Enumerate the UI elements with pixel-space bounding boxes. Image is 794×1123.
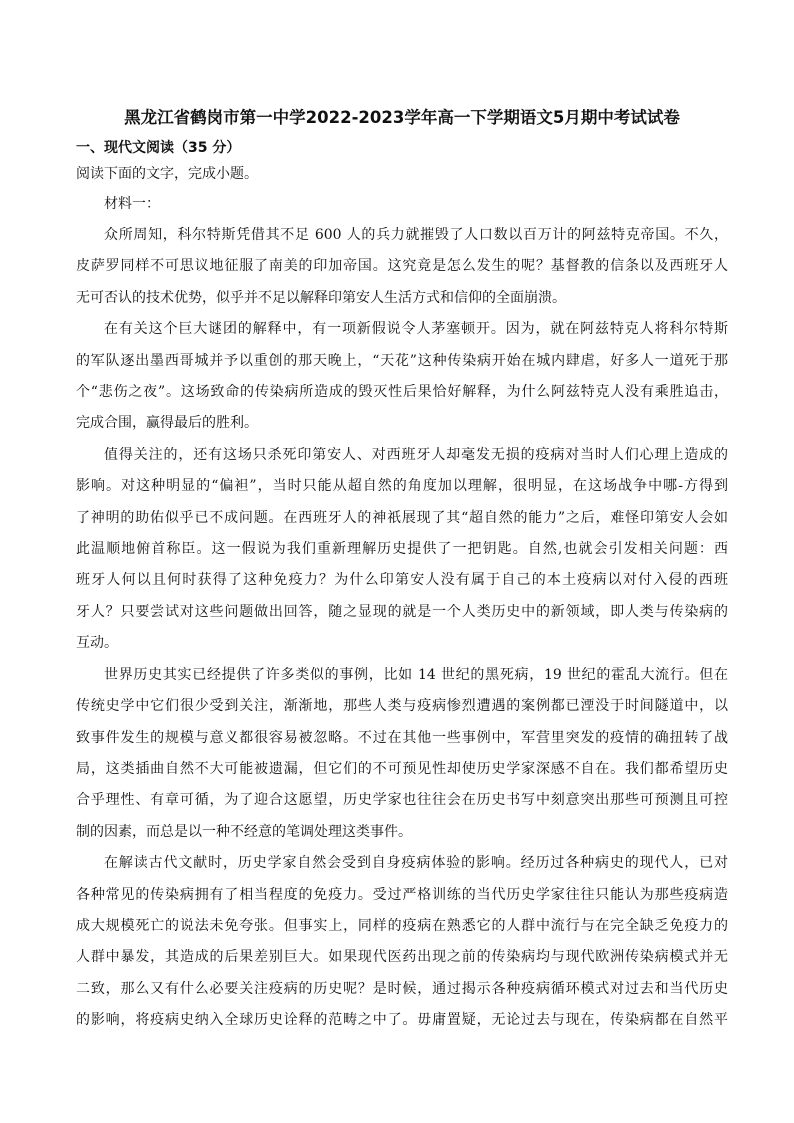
passage-line: 完成合围，赢得最后的胜利。 [76, 415, 258, 432]
passage-line: 制的因素，而总是以一种不经意的笔调处理这类事件。 [76, 823, 412, 840]
passage-line: 牙人？只要尝试对这些问题做出回答，随之显现的就是一个人类历史中的新领域，即人类与传染病的 [76, 603, 728, 620]
passage-line: 局，这类插曲自然不大可能被遗漏，但它们的不可预见性却使历史学家深感不自在。我们都希望历史 [76, 760, 728, 777]
passage-line: 互动。 [76, 635, 118, 652]
passage-line: 此温顺地俯首称臣。这一假说为我们重新理解历史提供了一把钥匙。自然,也就会引发相关问题：西 [76, 541, 728, 558]
passage-line: 合乎理性、有章可循，为了迎合这愿望，历史学家也往往会在历史书写中刻意突出那些可预测且可控 [76, 792, 728, 809]
passage-line: 个“悲伤之夜”。这场致命的传染病所造成的毁灭性后果恰好解释，为什么阿兹特克人没有乘胜追击， [76, 384, 728, 401]
material-label: 材料一： [104, 196, 160, 212]
passage-line: 班牙人何以且何时获得了这种免疫力？为什么印第安人没有属于自己的本土疫病以对付入侵的西班 [76, 572, 728, 589]
passage-line: 影响。对这种明显的“偏袒”，当时只能从超自然的角度加以理解，很明显，在这场战争中哪-方得到 [76, 478, 728, 495]
passage-paragraph [76, 220, 728, 314]
exam-title: 黑龙江省鹤岗市第一中学2022-2023学年高一下学期语文5月期中考试试卷 [124, 108, 680, 127]
passage-line: 无可否认的技术优势，似乎并不足以解释印第安人生活方式和信仰的全面崩溃。 [76, 289, 566, 306]
passage-body [76, 220, 728, 1037]
passage-paragraph [76, 314, 728, 440]
reading-instruction: 阅读下面的文字，完成小题。 [76, 166, 258, 182]
section-heading: 一、现代文阅读（35 分） [76, 140, 241, 156]
passage-line: 值得关注的，还有这场只杀死印第安人、对西班牙人却毫发无损的疫病对当时人们心理上造成的 [104, 446, 728, 463]
passage-line: 传统史学中它们很少受到关注，渐渐地，那些人类与疫病惨烈遭遇的案例都已湮没于时间隧道中，以 [76, 698, 728, 715]
passage-line: 世界历史其实已经提供了许多类似的事例，比如 14 世纪的黑死病，19 世纪的霍乱大流行。但在 [104, 666, 728, 683]
exam-page [76, 100, 728, 1037]
passage-line: 二致，那么又有什么必要关注疫病的历史呢？是时候，通过揭示各种疫病循环模式对过去和当代历史 [76, 980, 728, 997]
passage-line: 的影响，将疫病史纳入全球历史诠释的范畴之中了。毋庸置疑，无论过去与现在，传染病都在自然平 [76, 1012, 728, 1029]
passage-line: 人群中暴发，其造成的后果差别巨大。如果现代医药出现之前的传染病均与现代欧洲传染病模式并无 [76, 949, 728, 966]
passage-line: 的军队逐出墨西哥城并予以重创的那天晚上，“天花”这种传染病开始在城内肆虐，好多人一道死于那 [76, 352, 728, 369]
passage-line: 成大规模死亡的说法未免夸张。但事实上，同样的疫病在熟悉它的人群中流行与在完全缺乏免疫力的 [76, 917, 728, 934]
passage-paragraph [76, 440, 728, 660]
passage-paragraph [76, 660, 728, 848]
passage-line: 在解读古代文献时，历史学家自然会受到自身疫病体验的影响。经历过各种病史的现代人，已对 [104, 855, 728, 872]
passage-line: 致事件发生的规模与意义都很容易被忽略。不过在其他一些事例中，军营里突发的疫情的确扭转了战 [76, 729, 728, 746]
passage-line: 了神明的助佑似乎已不成问题。在西班牙人的神祇展现了其“超自然的能力”之后，难怪印第安人会如 [76, 509, 728, 526]
passage-line: 皮萨罗同样不可思议地征服了南美的印加帝国。这究竟是怎么发生的呢？基督教的信条以及西班牙人 [76, 258, 728, 275]
passage-line: 在有关这个巨大谜团的解释中，有一项新假说令人茅塞顿开。因为，就在阿兹特克人将科尔特斯 [104, 321, 728, 338]
passage-line: 各种常见的传染病拥有了相当程度的免疫力。受过严格训练的当代历史学家往往只能认为那些疫病造 [76, 886, 728, 903]
passage-paragraph [76, 848, 728, 1036]
passage-line: 众所周知，科尔特斯凭借其不足 600 人的兵力就摧毁了人口数以百万计的阿兹特克帝国。不久， [104, 227, 728, 243]
